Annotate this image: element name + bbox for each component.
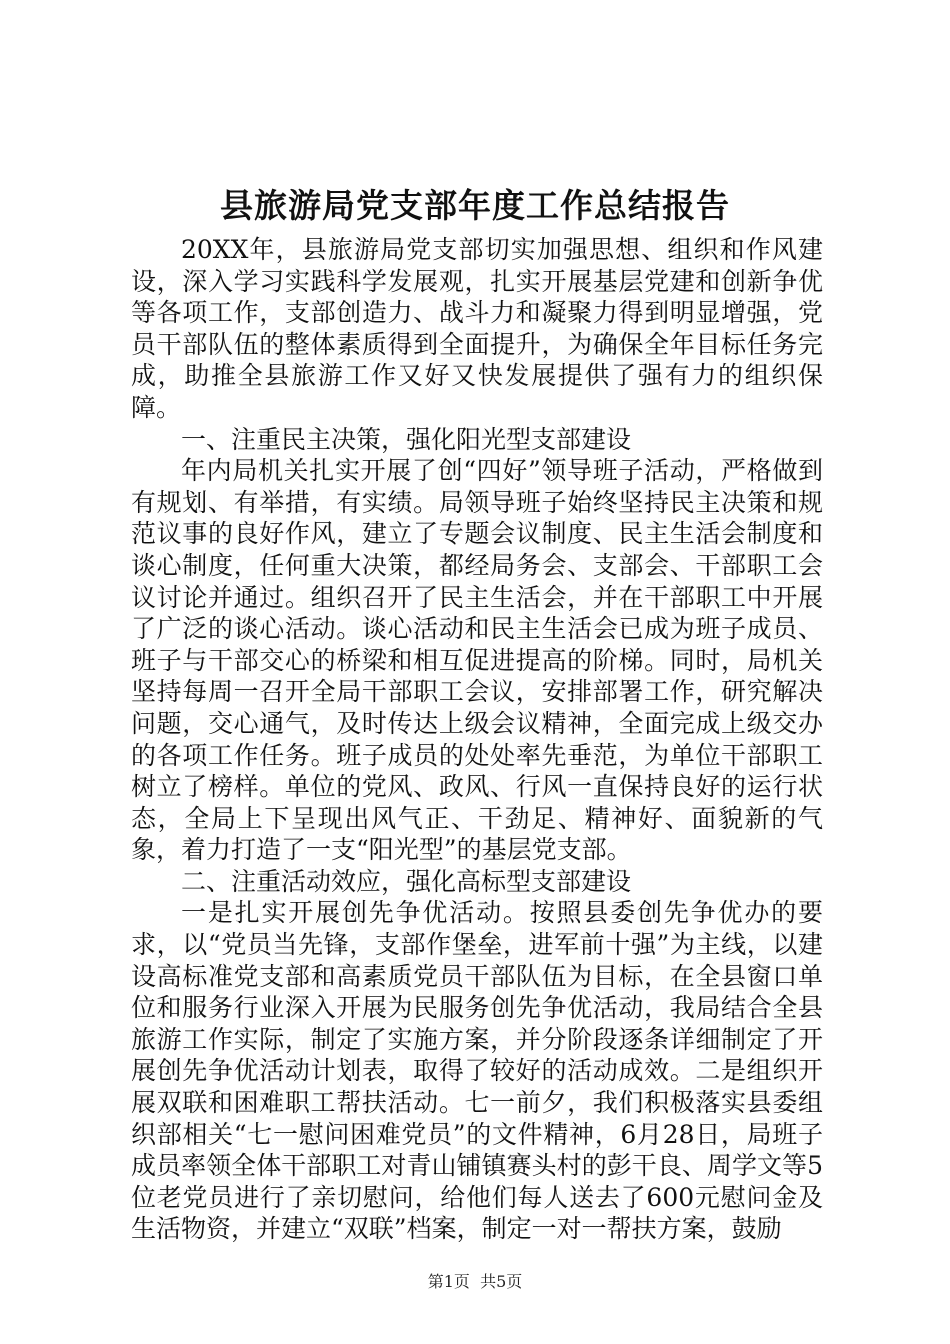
section-heading-1: 一、注重民主决策，强化阳光型支部建设 — [181, 424, 632, 454]
document-title: 县旅游局党支部年度工作总结报告 — [220, 186, 730, 225]
page-number: 第1页 — [427, 1272, 470, 1291]
section-heading-2: 二、注重活动效应，强化高标型支部建设 — [181, 866, 632, 896]
intro-paragraph: 20XX年，县旅游局党支部切实加强思想、组织和作风建设，深入学习实践科学发展观，扎实开展基层党建和创新争优等各项工作，支部创造力、战斗力和凝聚力得到明显增强，党员干部队伍的整体素质得到全面提升，为确保全年目标任务完成，助推全县旅游工作又好又快发展提供了强有力的组织保障。 — [131, 235, 823, 422]
page-footer — [0, 1270, 950, 1294]
document-body — [131, 234, 823, 1245]
section-2-paragraph: 一是扎实开展创先争优活动。按照县委创先争优办的要求，以“党员当先锋，支部作堡垒，进军前十强”为主线，以建设高标准党支部和高素质党员干部队伍为目标，在全县窗口单位和服务行业深入开展为民服务创先争优活动，我局结合全县旅游工作实际，制定了实施方案，并分阶段逐条详细制定了开展创先争优活动计划表，取得了较好的活动成效。二是组织开展双联和困难职工帮扶活动。七一前夕，我们积极落实县委组织部相关“七一慰问困难党员”的文件精神，6月28日，局班子成员率领全体干部职工对青山铺镇赛头村的彭干良、周学文等5位老党员进行了亲切慰问，给他们每人送去了600元慰问金及生活物资，并建立“双联”档案，制定一对一帮扶方案，鼓励 — [131, 898, 823, 1244]
page-total: 共5页 — [480, 1272, 523, 1291]
section-1-paragraph: 年内局机关扎实开展了创“四好”领导班子活动，严格做到有规划、有举措，有实绩。局领导班子始终坚持民主决策和规范议事的良好作风，建立了专题会议制度、民主生活会制度和谈心制度，任何重大决策，都经局务会、支部会、干部职工会议讨论并通过。组织召开了民主生活会，并在干部职工中开展了广泛的谈心活动。谈心活动和民主生活会已成为班子成员、班子与干部交心的桥梁和相互促进提高的阶梯。同时，局机关坚持每周一召开全局干部职工会议，安排部署工作，研究解决问题，交心通气，及时传达上级会议精神，全面完成上级交办的各项工作任务。班子成员的处处率先垂范，为单位干部职工树立了榜样。单位的党风、政风、行风一直保持良好的运行状态，全局上下呈现出风气正、干劲足、精神好、面貌新的气象，着力打造了一支“阳光型”的基层党支部。 — [131, 456, 823, 865]
